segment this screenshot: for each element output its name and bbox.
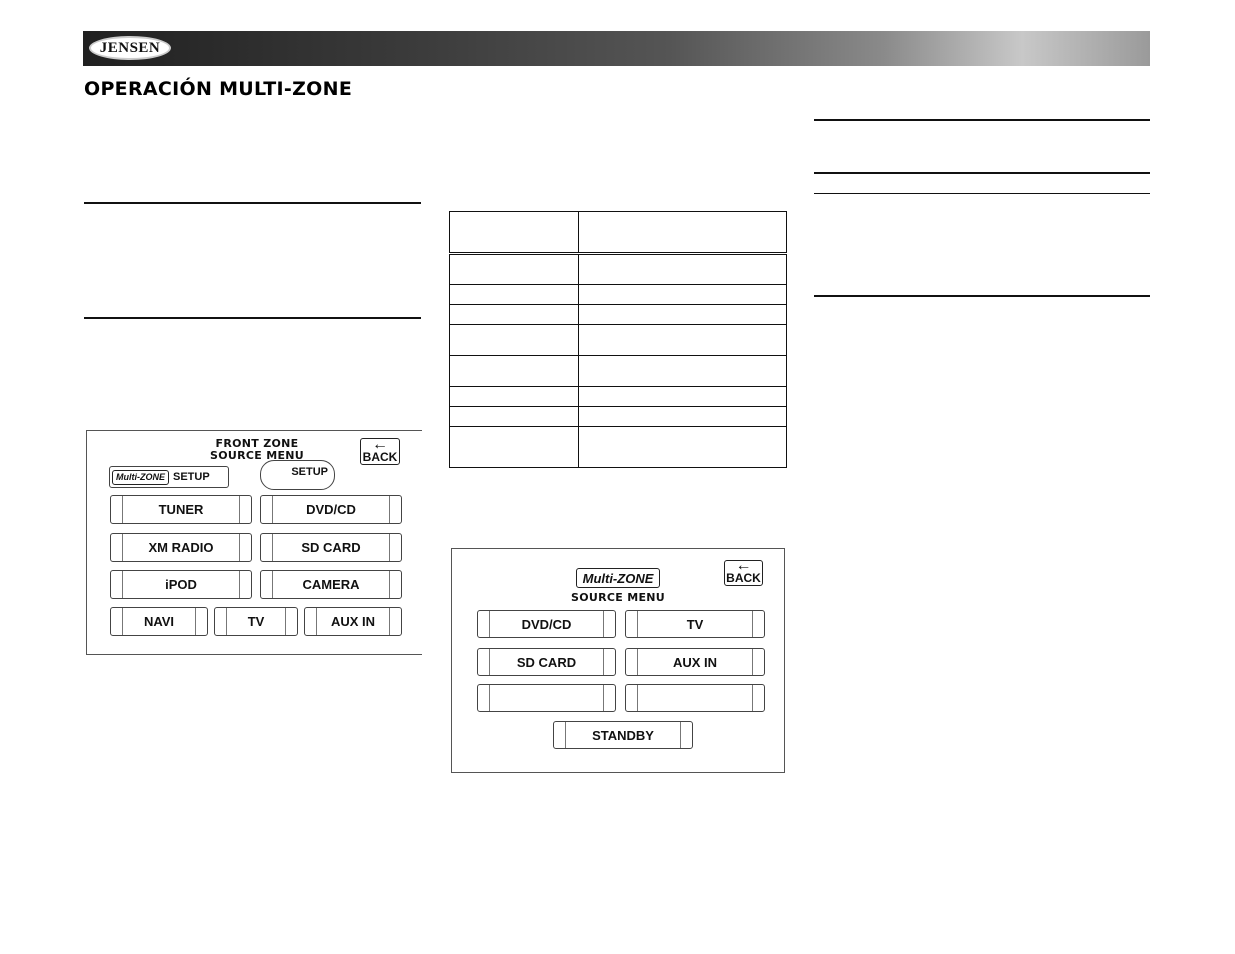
setup-button[interactable] [260, 460, 335, 490]
ipod-button[interactable]: iPOD [110, 570, 252, 599]
info-table [449, 211, 787, 468]
aux-in-button[interactable]: AUX IN [304, 607, 402, 636]
tv-button[interactable]: TV [625, 610, 765, 638]
back-button[interactable] [360, 438, 400, 465]
multizone-source-menu-screen [451, 548, 785, 773]
table-row [450, 285, 787, 305]
section-rule [84, 317, 421, 319]
table-row [450, 305, 787, 325]
multizone-badge: Multi-ZONE [112, 470, 169, 485]
brand-text: JENSEN [99, 39, 161, 56]
multizone-badge-text: Multi-ZONE [582, 570, 654, 586]
screen-title [187, 438, 327, 462]
multizone-setup-label: SETUP [173, 471, 210, 483]
section-rule [814, 119, 1150, 121]
tuner-button[interactable]: TUNER [110, 495, 252, 524]
jensen-logo [89, 36, 171, 60]
section-rule [84, 202, 421, 204]
aux-in-button[interactable]: AUX IN [625, 648, 765, 676]
sd-card-button[interactable]: SD CARD [260, 533, 402, 562]
blank-source-button[interactable] [477, 684, 616, 712]
dvd-cd-button[interactable]: DVD/CD [477, 610, 616, 638]
screen-title-line1: FRONT ZONE [215, 437, 299, 450]
arrow-left-icon: ← [372, 436, 388, 453]
front-zone-source-menu-screen [86, 430, 422, 655]
standby-button[interactable]: STANDBY [553, 721, 693, 749]
source-menu-title: SOURCE MENU [571, 591, 665, 604]
section-rule [814, 172, 1150, 174]
screen-title-line2: SOURCE MENU [210, 449, 304, 462]
dvd-cd-button[interactable]: DVD/CD [260, 495, 402, 524]
table-row [450, 387, 787, 407]
setup-label: SETUP [291, 466, 328, 478]
back-label: BACK [362, 450, 398, 464]
table-row [450, 254, 787, 285]
page-title: OPERACIÓN MULTI-ZONE [84, 78, 353, 100]
section-rule [814, 193, 1150, 194]
header-bar [83, 31, 1150, 66]
multizone-setup-button[interactable] [109, 466, 229, 488]
table-row [450, 356, 787, 387]
table-row [450, 427, 787, 468]
camera-button[interactable]: CAMERA [260, 570, 402, 599]
back-button[interactable] [724, 557, 763, 586]
table-row [450, 407, 787, 427]
multizone-badge [576, 568, 660, 588]
sd-card-button[interactable]: SD CARD [477, 648, 616, 676]
blank-source-button[interactable] [625, 684, 765, 712]
arrow-left-icon: ← [735, 557, 752, 574]
section-rule [814, 295, 1150, 297]
back-label: BACK [726, 571, 761, 585]
navi-button[interactable]: NAVI [110, 607, 208, 636]
table-row [450, 325, 787, 356]
xm-radio-button[interactable]: XM RADIO [110, 533, 252, 562]
table-header-row [450, 212, 787, 254]
tv-button[interactable]: TV [214, 607, 298, 636]
